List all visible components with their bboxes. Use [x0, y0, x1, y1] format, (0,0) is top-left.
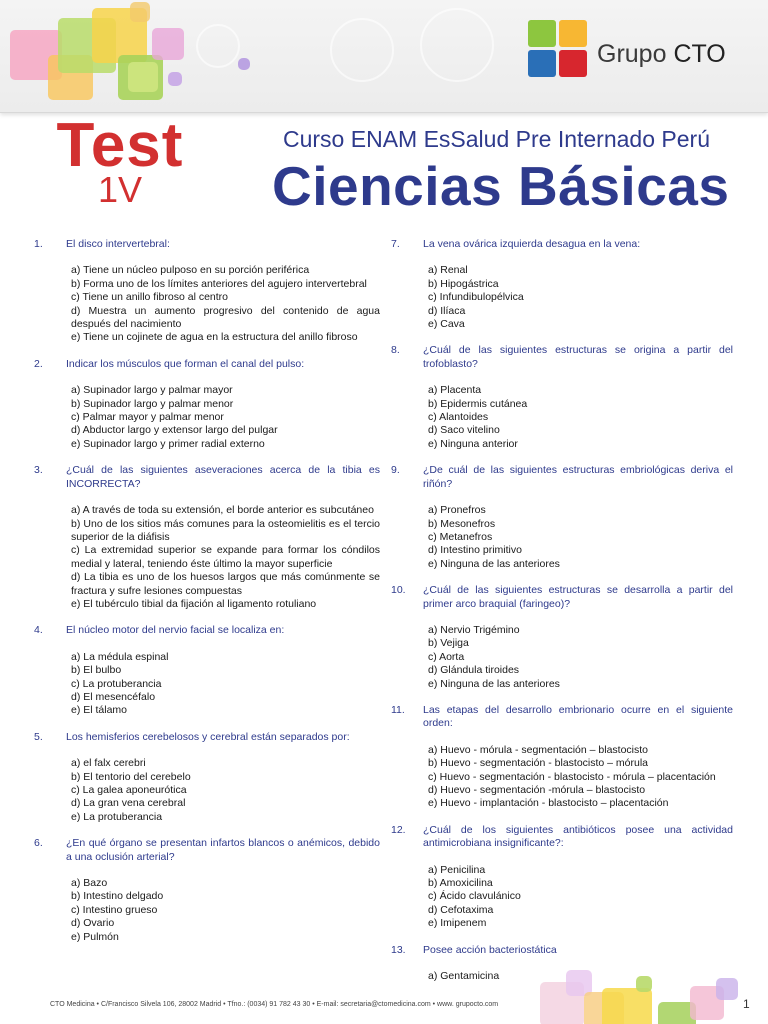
- answer-option: d) Cefotaxima: [428, 903, 494, 916]
- answer-option: b) El tentorio del cerebelo: [71, 770, 191, 783]
- answer-option: e) El tubérculo tibial da fijación al ligamento rotuliano: [71, 597, 317, 610]
- answer-option: d) La gran vena cerebral: [71, 797, 186, 810]
- left-column: [34, 238, 380, 957]
- answer-option: d) Ilíaca: [428, 304, 466, 317]
- decor-square: [130, 2, 150, 22]
- answer-option: a) Nervio Trigémino: [428, 623, 520, 636]
- answer-option: e) Huevo - implantación - blastocisto – placentación: [428, 797, 669, 810]
- answer-option: e) Cava: [428, 318, 465, 331]
- question-text: ¿Cuál de las siguientes aseveraciones acerca de la tibia es INCORRECTA?: [66, 464, 380, 490]
- answer-option: a) La médula espinal: [71, 650, 169, 663]
- option-list: [391, 264, 733, 331]
- answer-option: a) Supinador largo y palmar mayor: [71, 384, 233, 397]
- right-column: [391, 238, 733, 996]
- decor-circle: [330, 18, 394, 82]
- answer-option: a) Penicilina: [428, 863, 486, 876]
- answer-option: b) Supinador largo y palmar menor: [71, 397, 234, 410]
- answer-option: d) El mesencéfalo: [71, 690, 156, 703]
- answer-option: e) Ninguna anterior: [428, 437, 518, 450]
- question-header: [34, 238, 380, 251]
- option-list: [391, 624, 733, 691]
- question-text: El disco intervertebral:: [66, 238, 170, 250]
- logo-blue-square: [528, 50, 556, 77]
- answer-option: c) Palmar mayor y palmar menor: [71, 411, 224, 424]
- answer-option: b) Vejiga: [428, 637, 469, 650]
- question-header: [391, 824, 733, 851]
- answer-option: e) Tiene un cojinete de agua en la estructura del anillo fibroso: [71, 331, 358, 344]
- answer-option: d) Abductor largo y extensor largo del pulgar: [71, 424, 278, 437]
- decor-square: [238, 58, 250, 70]
- question-header: [391, 944, 733, 957]
- answer-option: c) Infundibulopélvica: [428, 291, 524, 304]
- page-number: 1: [743, 997, 750, 1011]
- answer-option: d) Saco vitelino: [428, 424, 500, 437]
- answer-option: b) Forma uno de los límites anteriores del agujero intervertebral: [71, 277, 367, 290]
- question-number: 6.: [34, 837, 43, 850]
- question-header: [391, 238, 733, 251]
- answer-option: b) Mesonefros: [428, 517, 496, 530]
- question-text: Posee acción bacteriostática: [423, 943, 557, 956]
- answer-option: b) Intestino delgado: [71, 890, 164, 903]
- question-item: [391, 344, 733, 451]
- question-header: [34, 624, 380, 637]
- question-header: [391, 584, 733, 611]
- question-number: 4.: [34, 624, 43, 637]
- question-item: [34, 358, 380, 451]
- answer-option: a) Pronefros: [428, 504, 486, 517]
- answer-option: b) El bulbo: [71, 664, 122, 677]
- question-number: 11.: [391, 703, 405, 716]
- question-item: [34, 624, 380, 717]
- option-list: [34, 651, 380, 718]
- logo-green-square: [528, 20, 556, 47]
- question-header: [391, 464, 733, 491]
- question-number: 2.: [34, 357, 43, 370]
- question-text: Las etapas del desarrollo embrionario ocurre en el siguiente orden:: [423, 703, 733, 730]
- question-number: 3.: [34, 464, 43, 477]
- header-banner: [0, 0, 768, 113]
- question-item: [391, 584, 733, 691]
- answer-option: c) Metanefros: [428, 530, 493, 543]
- answer-option: b) Amoxicilina: [428, 877, 493, 890]
- question-item: [391, 824, 733, 931]
- option-list: [34, 384, 380, 451]
- option-list: [34, 264, 380, 344]
- test-word: Test: [56, 111, 184, 180]
- logo-yellow-square: [559, 20, 587, 47]
- question-number: 8.: [391, 344, 400, 357]
- footer-contact: CTO Medicina • C/Francisco Silvela 106, 28002 Madrid • Tfno.: (0034) 91 782 43 30 • E-mail: secretaria@ctomedicina.com • www. grupocto.com: [50, 1001, 499, 1008]
- answer-option: a) Tiene un núcleo pulposo en su porción periférica: [71, 264, 310, 277]
- answer-option: b) Huevo - segmentación - blastocisto – mórula: [428, 757, 649, 770]
- question-number: 13.: [391, 943, 406, 956]
- option-list: [391, 744, 733, 811]
- logo-word-cto: CTO: [673, 40, 726, 68]
- answer-option: c) Huevo - segmentación - blastocisto - mórula – placentación: [428, 770, 716, 783]
- decor-square: [168, 72, 182, 86]
- question-number: 12.: [391, 823, 406, 836]
- question-item: [34, 837, 380, 944]
- question-number: 1.: [34, 238, 43, 250]
- answer-option: a) A través de toda su extensión, el borde anterior es subcutáneo: [71, 504, 374, 517]
- question-header: [34, 731, 380, 744]
- test-code: 1V: [97, 169, 143, 210]
- answer-option: e) La protuberancia: [71, 810, 163, 823]
- answer-option: a) el falx cerebri: [71, 757, 146, 770]
- answer-option: c) Ácido clavulánico: [428, 890, 521, 903]
- answer-option: a) Huevo - mórula - segmentación – blastocisto: [428, 743, 649, 756]
- course-title: Curso ENAM EsSalud Pre Internado Perú: [283, 126, 710, 152]
- decor-circle: [196, 24, 240, 68]
- question-header: [34, 358, 380, 371]
- question-text: La vena ovárica izquierda desagua en la vena:: [423, 238, 641, 250]
- question-number: 5.: [34, 730, 43, 743]
- question-text: ¿De cuál de las siguientes estructuras embriológicas deriva el riñón?: [423, 464, 733, 490]
- question-text: ¿En qué órgano se presentan infartos blancos o anémicos, debido a una oclusión arterial?: [66, 837, 380, 863]
- decor-square: [602, 988, 652, 1024]
- logo-red-square: [559, 50, 587, 77]
- option-list: [391, 384, 733, 451]
- answer-option: d) Ovario: [71, 917, 115, 930]
- answer-option: e) Imipenem: [428, 917, 487, 930]
- option-list: [34, 757, 380, 824]
- answer-option: a) Placenta: [428, 384, 482, 397]
- cto-logo-icon: [528, 20, 588, 78]
- answer-option: e) Ninguna de las anteriores: [428, 677, 560, 690]
- question-text: ¿Cuál de los siguientes antibióticos posee una actividad antimicrobiana insignificante?:: [423, 823, 733, 850]
- answer-option: d) Huevo - segmentación -mórula – blastocisto: [428, 784, 646, 796]
- answer-option: e) Pulmón: [71, 930, 119, 943]
- question-item: [34, 464, 380, 611]
- answer-option: a) Bazo: [71, 877, 108, 890]
- logo-text: [597, 40, 726, 69]
- question-item: [34, 238, 380, 345]
- question-number: 9.: [391, 464, 400, 477]
- question-item: [391, 704, 733, 811]
- decor-circle: [420, 8, 494, 82]
- footer-decoration: [540, 968, 768, 1024]
- logo-word-grupo: Grupo: [597, 40, 667, 68]
- question-header: [34, 464, 380, 491]
- question-item: [34, 731, 380, 824]
- option-list: [34, 504, 380, 611]
- question-header: [391, 344, 733, 371]
- answer-option: c) Intestino grueso: [71, 903, 158, 916]
- question-text: ¿Cuál de las siguientes estructuras se origina a partir del trofoblasto?: [423, 344, 733, 370]
- option-list: [34, 877, 380, 944]
- test-badge: [50, 112, 190, 208]
- answer-option: a) Renal: [428, 264, 468, 277]
- answer-option: c) Alantoides: [428, 411, 489, 424]
- question-header: [391, 704, 733, 731]
- question-item: [391, 238, 733, 331]
- answer-option: c) Tiene un anillo fibroso al centro: [71, 291, 229, 304]
- answer-option: b) Uno de los sitios más comunes para la osteomielitis es el tercio superior de la diáfisis: [71, 517, 380, 543]
- answer-option: e) Supinador largo y primer radial externo: [71, 437, 265, 450]
- answer-option: d) Glándula tiroides: [428, 664, 520, 677]
- answer-option: b) Epidermis cutánea: [428, 397, 528, 410]
- decor-square: [128, 62, 158, 92]
- question-number: 10.: [391, 584, 406, 597]
- answer-option: a) Gentamicina: [428, 970, 500, 983]
- answer-option: c) La extremidad superior se expande para formar los cóndilos medial y lateral, teniendo éste último la mayor superficie: [71, 544, 380, 570]
- answer-option: c) La protuberancia: [71, 677, 162, 690]
- question-header: [34, 837, 380, 864]
- answer-option: d) Intestino primitivo: [428, 544, 522, 557]
- question-text: ¿Cuál de las siguientes estructuras se desarrolla a partir del primer arco braquial (faringeo)?: [423, 584, 733, 610]
- question-number: 7.: [391, 238, 400, 250]
- option-list: [391, 864, 733, 931]
- answer-option: e) El tálamo: [71, 704, 128, 717]
- question-text: El núcleo motor del nervio facial se localiza en:: [66, 624, 285, 637]
- question-text: Indicar los músculos que forman el canal del pulso:: [66, 357, 305, 370]
- answer-option: b) Hipogástrica: [428, 277, 499, 290]
- answer-option: c) La galea aponeurótica: [71, 784, 187, 796]
- decor-square: [152, 28, 184, 60]
- answer-option: d) La tibia es uno de los huesos largos que más comúnmente se fractura y sufre lesiones compuestas: [71, 571, 380, 597]
- option-list: [391, 504, 733, 571]
- answer-option: c) Aorta: [428, 650, 465, 663]
- question-text: Los hemisferios cerebelosos y cerebral están separados por:: [66, 730, 350, 743]
- answer-option: e) Ninguna de las anteriores: [428, 557, 560, 570]
- answer-option: d) Muestra un aumento progresivo del contenido de agua después del nacimiento: [71, 304, 380, 331]
- decor-square: [716, 978, 738, 1000]
- decor-square: [636, 976, 652, 992]
- subject-title: Ciencias Básicas: [272, 155, 730, 217]
- question-item: [391, 464, 733, 571]
